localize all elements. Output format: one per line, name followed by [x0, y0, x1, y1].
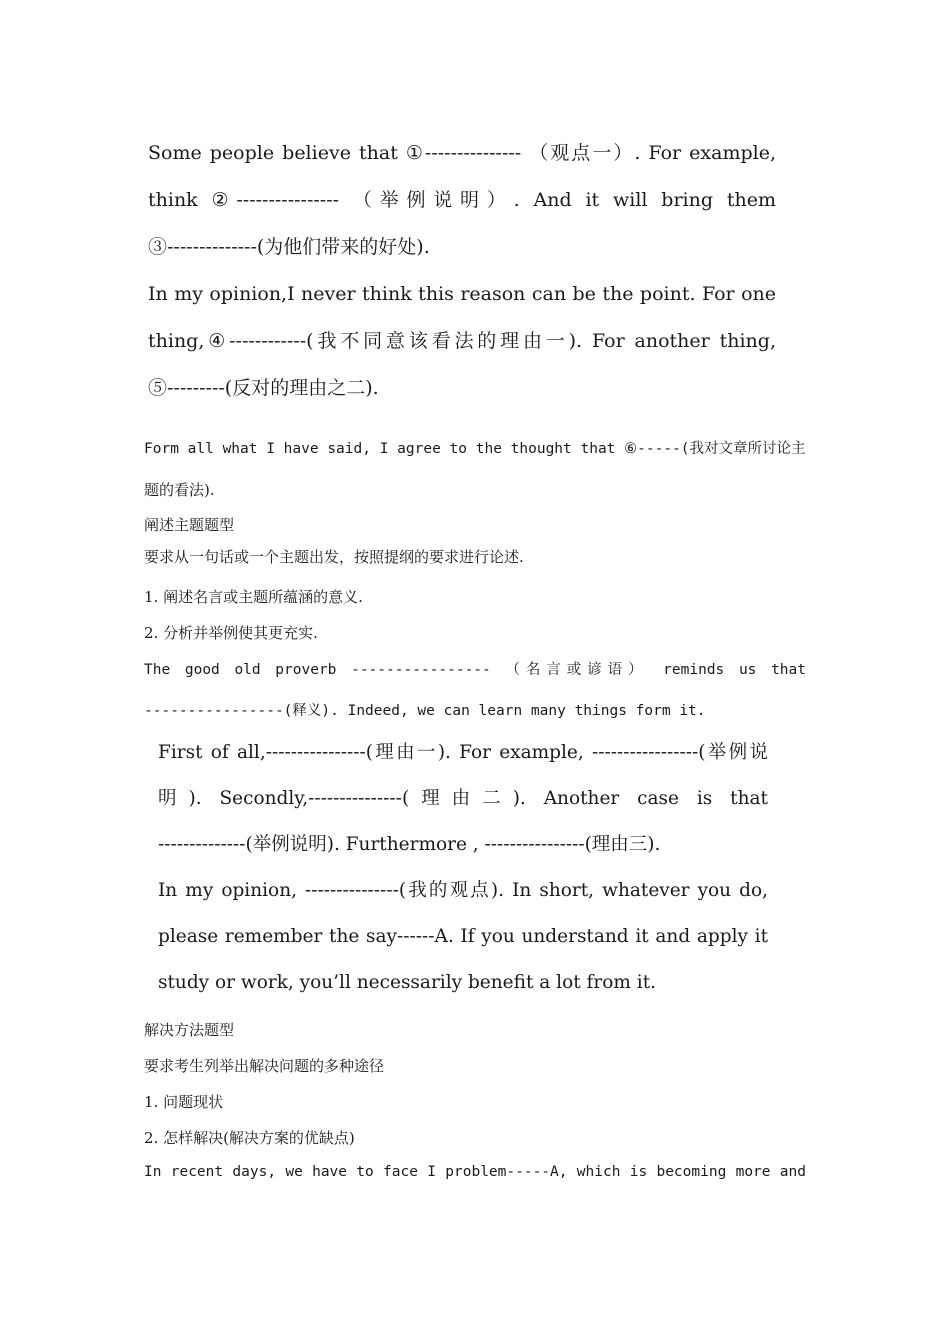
- section-heading-theme: 阐述主题题型: [144, 516, 235, 534]
- template-line: please remember the say------A. If you understand it and apply it: [158, 926, 768, 947]
- problem-line: In recent days, we have to face I problem-----A, which is becoming more and: [144, 1164, 806, 1180]
- template-line: 明). Secondly,---------------(理由二). Another case is that: [158, 788, 768, 809]
- conclusion-line-cont: 题的看法).: [144, 481, 215, 499]
- outline-item: 1. 问题现状: [144, 1093, 224, 1111]
- proverb-line: ----------------(释义). Indeed, we can learn many things form it.: [144, 703, 706, 719]
- section-description: 要求从一句话或一个主题出发，按照提纲的要求进行论述.: [144, 548, 524, 566]
- section-description: 要求考生列举出解决问题的多种途径: [144, 1057, 385, 1075]
- template-line: --------------(举例说明). Furthermore , ----------------(理由三).: [158, 834, 661, 855]
- conclusion-line: Form all what I have said, I agree to the thought that ⑥-----(我对文章所讨论主: [144, 441, 806, 457]
- template-line: Some people believe that ①--------------- （观点一）. For example,: [148, 142, 776, 164]
- template-line: study or work, you’ll necessarily benefit a lot from it.: [158, 972, 657, 993]
- template-line: ⑤---------(反对的理由之二).: [148, 377, 379, 399]
- section-heading-solution: 解决方法题型: [144, 1021, 235, 1039]
- opinion-template-block: [148, 130, 776, 412]
- template-line: thing,④------------(我不同意该看法的理由一). For another thing,: [148, 330, 776, 352]
- template-line: think ②---------------- （举例说明）. And it will bring them: [148, 189, 776, 211]
- outline-item: 2. 怎样解决(解决方案的优缺点): [144, 1129, 355, 1147]
- template-line: First of all,----------------(理由一). For example, -----------------(举例说: [158, 742, 768, 763]
- outline-item: 2. 分析并举例使其更充实.: [144, 624, 318, 642]
- template-line: In my opinion, ---------------(我的观点). In short, whatever you do,: [158, 880, 768, 901]
- theme-template-block: [158, 730, 768, 1006]
- outline-item: 1. 阐述名言或主题所蕴涵的意义.: [144, 588, 363, 606]
- template-line: ③--------------(为他们带来的好处).: [148, 236, 430, 258]
- proverb-line: The good old proverb ---------------- （名言或谚语） reminds us that: [144, 662, 806, 678]
- template-line: In my opinion,I never think this reason can be the point. For one: [148, 283, 776, 305]
